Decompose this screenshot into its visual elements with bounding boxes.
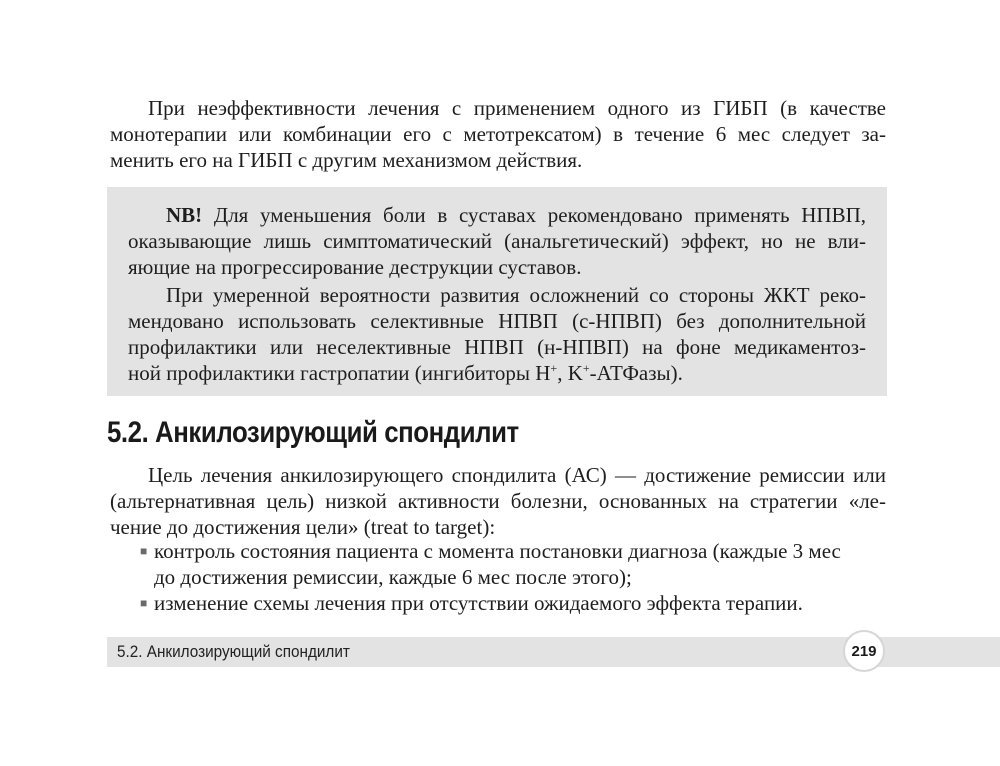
- nb-paragraph-pain: [128, 202, 866, 280]
- text-line: Цель лечения анкилозирующего спондилита (АС) — достижение ремиссии или: [148, 463, 886, 487]
- nb-label: NB!: [166, 203, 203, 227]
- text-line: При умеренной вероятности развития осложнений со стороны ЖКТ реко-: [166, 283, 866, 307]
- square-bullet-icon: ■: [140, 544, 148, 558]
- text-fragment: -АТФазы).: [589, 361, 683, 385]
- text-line: изменение схемы лечения при отсутствии ожидаемого эффекта терапии.: [154, 591, 803, 615]
- nb-paragraph-gi-risk: [128, 282, 866, 386]
- text-line: монотерапии или комбинации его с метотрексатом) в течение 6 мес следует за-: [110, 122, 886, 146]
- text-line: [128, 360, 866, 386]
- text-fragment: ной профилактики гастропатии (ингибиторы H: [128, 361, 551, 385]
- list-item: [110, 590, 886, 616]
- superscript: +: [550, 361, 558, 375]
- page-number: 219: [843, 630, 885, 672]
- text-line: оказывающие лишь симптоматический (анальгетический) эффект, но не вли-: [128, 229, 866, 253]
- text-line: (альтернативная цель) низкой активности болезни, основанных на стратегии «ле-: [110, 489, 886, 513]
- text-line: профилактики или неселективные НПВП (н-НПВП) на фоне медикаментоз-: [128, 335, 866, 359]
- paragraph-gibp: [110, 95, 886, 173]
- text-line: контроль состояния пациента с момента постановки диагноза (каждые 3 мес: [154, 539, 841, 563]
- square-bullet-icon: ■: [140, 596, 148, 610]
- section-heading: 5.2. Анкилозирующий спондилит: [107, 416, 519, 449]
- text-line: яющие на прогрессирование деструкции суставов.: [128, 255, 582, 279]
- superscript: +: [582, 361, 590, 375]
- text-fragment: , K: [557, 361, 583, 385]
- text-fragment: Для уменьшения боли в суставах рекомендовано применять НПВП,: [202, 203, 866, 227]
- text-line: чение до достижения цели» (treat to target):: [110, 515, 496, 539]
- running-title: 5.2. Анкилозирующий спондилит: [117, 642, 350, 661]
- bullet-list: [110, 538, 886, 616]
- list-item: [110, 538, 886, 590]
- text-line: до достижения ремиссии, каждые 6 мес после этого);: [154, 565, 632, 589]
- paragraph-treatment-goal: [110, 462, 886, 540]
- text-line: [128, 202, 866, 228]
- text-line: менить его на ГИБП с другим механизмом действия.: [110, 148, 583, 172]
- text-line: При неэффективности лечения с применением одного из ГИБП (в качестве: [148, 96, 886, 120]
- text-line: мендовано использовать селективные НПВП (с-НПВП) без дополнительной: [128, 309, 866, 333]
